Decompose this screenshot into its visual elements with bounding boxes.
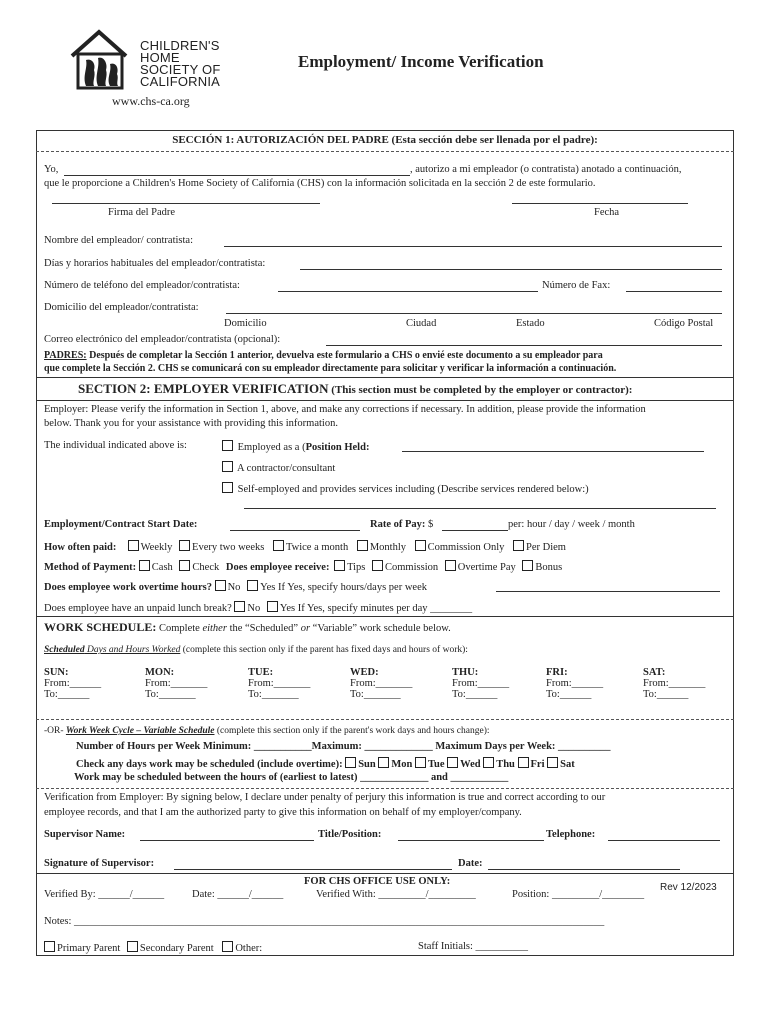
pay-option: Every two weeks [192, 542, 265, 553]
to-field[interactable]: To:______ [44, 689, 90, 700]
self-employed-checkbox[interactable] [222, 482, 233, 493]
work-schedule-header [44, 620, 451, 635]
day-option: Fri [530, 759, 545, 770]
section1-header: SECCIÓN 1: AUTORIZACIÓN DEL PADRE (Esta sección debe ser llenada por el padre): [172, 134, 598, 146]
title-position-field[interactable] [398, 840, 544, 841]
any-days-row [76, 757, 575, 770]
chs-logo-mark [66, 28, 132, 90]
notes-field[interactable]: Notes: _____________________________________________________________________________________________________ [44, 916, 605, 927]
revision: Rev 12/2023 [660, 882, 717, 893]
logo-text [140, 40, 221, 88]
scheduled-label-2: Days and Hours Worked [84, 645, 181, 655]
variable-label: Work Week Cycle – Variable Schedule [65, 726, 215, 736]
title-position-label: Title/Position: [318, 829, 382, 840]
primary-parent-label: Primary Parent [57, 943, 121, 954]
office-header: FOR CHS OFFICE USE ONLY: [304, 876, 451, 887]
day-label: FRI: [546, 667, 568, 678]
fri-checkbox[interactable] [518, 757, 529, 768]
wed-checkbox[interactable] [447, 757, 458, 768]
signature-label: Signature of Supervisor: [44, 858, 155, 869]
verification-text-2: employee records, and that I am the authorized party to give this information on behalf of my employer/company. [44, 807, 522, 818]
employer-name-field[interactable] [224, 246, 722, 247]
divider [36, 151, 734, 152]
to-field[interactable]: To:______ [546, 689, 592, 700]
to-field[interactable]: To:_______ [350, 689, 401, 700]
to-field[interactable]: To:_______ [248, 689, 299, 700]
employer-phone-field[interactable] [278, 291, 538, 292]
telephone-field[interactable] [608, 840, 720, 841]
or-prefix: -OR- [44, 726, 66, 736]
to-field[interactable]: To:______ [643, 689, 689, 700]
min-hours-label: Number of Hours per Week Minimum: ___________ [76, 741, 312, 752]
day-col-wed [350, 667, 412, 700]
sun-checkbox[interactable] [345, 757, 356, 768]
primary-parent-checkbox[interactable] [44, 941, 55, 952]
other-checkbox[interactable] [222, 941, 233, 952]
day-option: Thu [496, 759, 515, 770]
day-label: TUE: [248, 667, 274, 678]
between-hours: Work may be scheduled between the hours of (earliest to latest) _____________ and ___________ [74, 772, 509, 783]
day-label: SUN: [44, 667, 69, 678]
any-days-label: Check any days work may be scheduled (include overtime): [76, 759, 343, 770]
lunch-question: Does employee have an unpaid lunch break? [44, 603, 232, 614]
from-field[interactable]: From:______ [44, 678, 102, 689]
receive-option: Commission [385, 562, 439, 573]
staff-initials[interactable]: Staff Initials: __________ [418, 941, 529, 952]
max-hours-label: Maximum: _____________ [311, 741, 433, 752]
verified-by[interactable]: Verified By: ______/______ [44, 889, 165, 900]
correo-label: Correo electrónico del empleador/contratista (opcional): [44, 334, 281, 345]
day-option: Wed [460, 759, 481, 770]
supervisor-signature-field[interactable] [174, 869, 452, 870]
page-title: Employment/ Income Verification [298, 52, 544, 71]
divider [36, 719, 734, 720]
receive-label: Does employee receive: [225, 562, 330, 573]
day-col-thu [452, 667, 509, 700]
start-date-field[interactable] [230, 530, 360, 531]
employed-as-label: Employed as a ( [237, 442, 306, 453]
method-option: Check [192, 562, 220, 573]
individual-label: The individual indicated above is: [44, 440, 187, 451]
day-label: THU: [452, 667, 479, 678]
divider [36, 400, 734, 401]
from-field[interactable]: From:_______ [145, 678, 208, 689]
tips-checkbox[interactable] [334, 560, 345, 571]
office-position[interactable]: Position: _________/________ [512, 889, 645, 900]
work-schedule-title: WORK SCHEDULE: [44, 620, 157, 634]
fecha-label: Fecha [594, 207, 620, 218]
day-col-tue [248, 667, 310, 700]
lunch-row [44, 601, 472, 614]
variable-note: (complete this section only if the parent's work days and hours change): [214, 726, 490, 736]
logo-url[interactable]: www.chs-ca.org [112, 94, 190, 108]
overtime-no-checkbox[interactable] [215, 580, 226, 591]
rate-per: per: hour / day / week / month [508, 519, 635, 530]
padres-text: Después de completar la Sección 1 anterior, devuelva este formulario a CHS o envié este documento a su empleador para [86, 350, 603, 361]
authorize-text: , autorizo a mi empleador (o contratista) anotado a continuación, [410, 164, 682, 175]
from-field[interactable]: From:______ [452, 678, 510, 689]
thu-checkbox[interactable] [483, 757, 494, 768]
no-label: No [227, 582, 241, 593]
section2-note: (This section must be completed by the employer or contractor): [328, 384, 633, 396]
day-option: Sun [358, 759, 376, 770]
supervisor-field[interactable] [140, 840, 314, 841]
method-option: Cash [151, 562, 173, 573]
sat-checkbox[interactable] [547, 757, 558, 768]
divider [36, 377, 734, 378]
section2-intro-2: below. Thank you for your assistance with providing this information. [44, 418, 338, 429]
sub-domicilio: Domicilio [224, 318, 267, 329]
secondary-parent-label: Secondary Parent [139, 943, 214, 954]
commission-only-checkbox[interactable] [415, 540, 426, 551]
day-col-mon [145, 667, 207, 700]
dias-label: Días y horarios habituales del empleador/contratista: [44, 258, 266, 269]
position-held-label: Position Held: [305, 442, 370, 453]
cash-checkbox[interactable] [139, 560, 150, 571]
telefono-label: Número de teléfono del empleador/contratista: [44, 280, 240, 291]
receive-option: Bonus [535, 562, 563, 573]
max-days-label: Maximum Days per Week: __________ [432, 741, 611, 752]
employer-hours-field[interactable] [300, 269, 722, 270]
day-col-sun [44, 667, 101, 700]
logo-line: CALIFORNIA [140, 74, 221, 89]
rate-row [370, 519, 433, 530]
overtime-yes-label: Yes If Yes, specify hours/days per week [260, 582, 427, 593]
ws-text: Complete [156, 623, 203, 634]
sub-estado: Estado [516, 318, 545, 329]
domicilio-label: Domicilio del empleador/contratista: [44, 302, 199, 313]
parent-date-field[interactable] [512, 203, 688, 204]
overtime-yes-checkbox[interactable] [247, 580, 258, 591]
padres-instructions [44, 350, 603, 361]
logo-line: CHILDREN'S [140, 38, 220, 53]
padres-text-2: que complete la Sección 2. CHS se comunicará con su empleador directamente para solicitar y verificar la información a continuación. [44, 363, 617, 374]
contractor-label: A contractor/consultant [237, 463, 336, 474]
section2-title: SECTION 2: EMPLOYER VERIFICATION [78, 381, 329, 396]
fax-label: Número de Fax: [542, 280, 611, 291]
employer-fax-field[interactable] [626, 291, 722, 292]
sub-codigo-postal: Código Postal [654, 318, 714, 329]
monthly-checkbox[interactable] [357, 540, 368, 551]
padres-label: PADRES: [44, 350, 87, 361]
day-option: Mon [391, 759, 413, 770]
contractor-checkbox[interactable] [222, 461, 233, 472]
min-hours [76, 741, 611, 752]
telephone-label: Telephone: [546, 829, 596, 840]
to-field[interactable]: To:_______ [145, 689, 196, 700]
twice-month-checkbox[interactable] [273, 540, 284, 551]
divider [36, 616, 734, 617]
receive-option: Tips [347, 562, 366, 573]
signature-date-field[interactable] [488, 869, 680, 870]
logo-line: SOCIETY OF [140, 62, 221, 77]
services-field[interactable] [244, 508, 716, 509]
verification-text: Verification from Employer: By signing below, I declare under penalty of perjury this information is true and correct according to our [44, 792, 606, 803]
scheduled-note: (complete this section only if the parent has fixed days and hours of work): [180, 645, 468, 655]
other-label: Other: [235, 943, 263, 954]
contractor-option [222, 461, 335, 474]
pay-option: Per Diem [526, 542, 566, 553]
check-checkbox[interactable] [179, 560, 190, 571]
day-option: Sat [560, 759, 575, 770]
method-row [44, 560, 562, 573]
section2-header [78, 381, 632, 397]
secondary-parent-checkbox[interactable] [127, 941, 138, 952]
overtime-pay-checkbox[interactable] [445, 560, 456, 571]
employer-address-field[interactable] [226, 313, 722, 314]
parent-signature-field[interactable] [52, 203, 320, 204]
day-label: WED: [350, 667, 379, 678]
no-label: No [247, 603, 261, 614]
ws-text: the “Scheduled” [226, 623, 301, 634]
lunch-yes-label: Yes If Yes, specify minutes per day ________ [279, 603, 473, 614]
weekly-checkbox[interactable] [128, 540, 139, 551]
nombre-label: Nombre del empleador/ contratista: [44, 235, 193, 246]
rate-dollar: $ [425, 519, 434, 530]
section2-intro: Employer: Please verify the information in Section 1, above, and make any corrections if necessary. In addition, please provide the information [44, 404, 646, 415]
employed-option [222, 440, 369, 453]
ws-either: either [202, 623, 227, 634]
divider [36, 788, 734, 789]
lunch-no-checkbox[interactable] [234, 601, 245, 612]
sub-ciudad: Ciudad [406, 318, 437, 329]
signature-date-label: Date: [458, 858, 483, 869]
day-option: Tue [427, 759, 445, 770]
verified-with[interactable]: Verified With: _________/_________ [316, 889, 476, 900]
lunch-yes-checkbox[interactable] [267, 601, 278, 612]
office-checkboxes [44, 941, 262, 954]
per-diem-checkbox[interactable] [513, 540, 524, 551]
day-col-fri [546, 667, 603, 700]
authorize-text-2: que le proporcione a Children's Home Society of California (CHS) con la información solicitada en la sección 2 de este formulario. [44, 178, 596, 189]
day-label: SAT: [643, 667, 666, 678]
overtime-field[interactable] [496, 591, 720, 592]
parent-name-field[interactable] [64, 175, 410, 176]
pay-option: Monthly [369, 542, 407, 553]
mon-checkbox[interactable] [378, 757, 389, 768]
self-employed-label: Self-employed and provides services including (Describe services rendered below:) [237, 484, 589, 495]
method-label: Method of Payment: [44, 562, 137, 573]
from-field[interactable]: From:_______ [643, 678, 706, 689]
employed-checkbox[interactable] [222, 440, 233, 451]
from-field[interactable]: From:_______ [248, 678, 311, 689]
bonus-checkbox[interactable] [522, 560, 533, 571]
ws-or: or [300, 623, 311, 634]
to-field[interactable]: To:______ [452, 689, 498, 700]
firma-label: Firma del Padre [108, 207, 176, 218]
divider [36, 873, 734, 874]
day-label: MON: [145, 667, 175, 678]
commission-checkbox[interactable] [372, 560, 383, 571]
biweekly-checkbox[interactable] [179, 540, 190, 551]
supervisor-label: Supervisor Name: [44, 829, 126, 840]
how-often-row [44, 540, 566, 553]
pay-option: Twice a month [285, 542, 349, 553]
rate-field[interactable] [442, 530, 508, 531]
logo-line: HOME [140, 50, 180, 65]
pay-option: Weekly [140, 542, 173, 553]
scheduled-header [44, 645, 468, 655]
pay-option: Commission Only [427, 542, 505, 553]
office-date[interactable]: Date: ______/______ [192, 889, 284, 900]
ws-text: “Variable” work schedule below. [310, 623, 451, 634]
how-often-label: How often paid: [44, 542, 117, 553]
from-field[interactable]: From:_______ [350, 678, 413, 689]
rate-label: Rate of Pay: [370, 519, 426, 530]
position-held-field[interactable] [402, 451, 704, 452]
overtime-row [44, 580, 427, 593]
tue-checkbox[interactable] [415, 757, 426, 768]
receive-option: Overtime Pay [457, 562, 516, 573]
from-field[interactable]: From:______ [546, 678, 604, 689]
employer-email-field[interactable] [326, 345, 722, 346]
variable-header [44, 726, 490, 736]
scheduled-label: Scheduled [44, 645, 85, 655]
overtime-question: Does employee work overtime hours? [44, 582, 212, 593]
self-employed-option [222, 482, 589, 495]
day-col-sat [643, 667, 705, 700]
start-date-label: Employment/Contract Start Date: [44, 519, 198, 530]
yo-label: Yo, [44, 164, 59, 175]
